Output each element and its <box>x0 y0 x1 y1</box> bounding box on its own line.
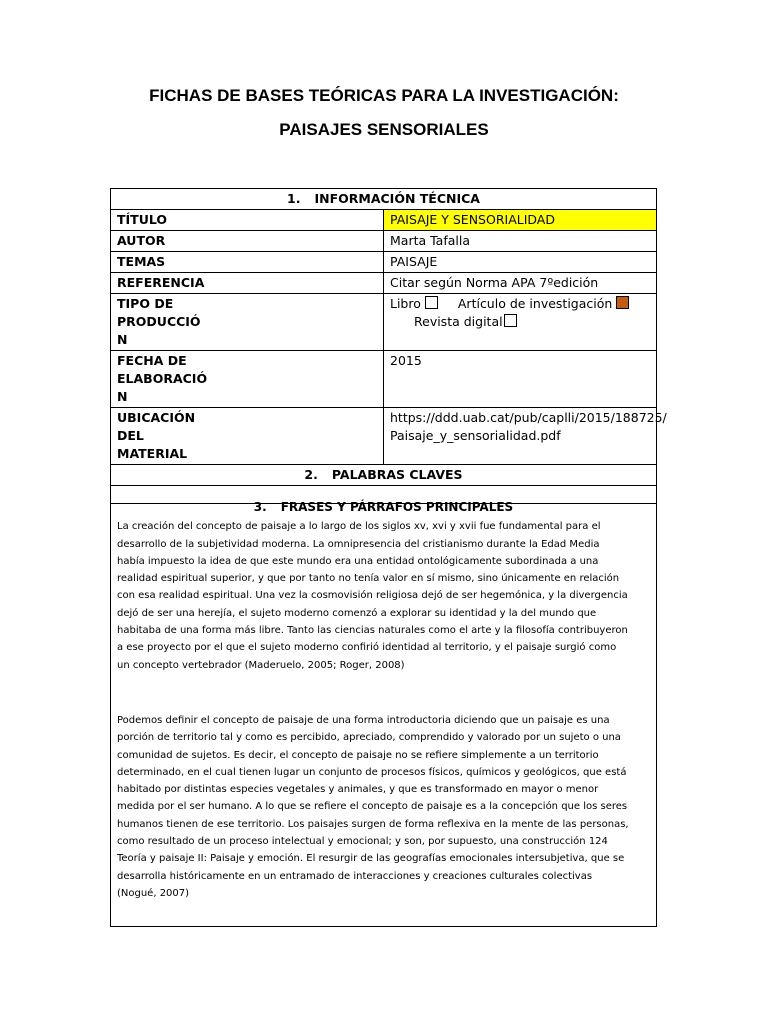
titulo-value: PAISAJE Y SENSORIALIDAD <box>384 210 657 231</box>
option-articulo-checkbox[interactable] <box>616 296 629 309</box>
fecha-value: 2015 <box>384 351 657 408</box>
section3-header <box>117 499 650 516</box>
document-subtitle: PAISAJES SENSORIALES <box>279 120 489 139</box>
referencia-value: Citar según Norma APA 7ºedición <box>384 273 657 294</box>
option-articulo-label: Artículo de investigación <box>457 296 613 311</box>
tipo-produccion-options <box>384 294 657 351</box>
section2-number: 2. <box>304 467 318 482</box>
paragraph-1: La creación del concepto de paisaje a lo largo de los siglos xv, xvi y xvii fue fundamental para el desarrollo de la subjetividad moderna. La omnipresencia del cristianismo durante la Edad Media había impuesto la idea de que este mundo era una entidad ontológicamente subordinada a una realidad espiritual superior, y que por tanto no tenía valor en sí mismo, sino únicamente en relación con esa realidad espiritual. Una vez la cosmovisión religiosa dejó de ser hegemónica, y la divergencia dejó de ser una herejía, el sujeto moderno comenzó a explorar su identidad y la del mundo que habitaba de una forma más libre. Tanto las ciencias naturales como el arte y la filosofía contribuyeron a ese proyecto por el que el sujeto moderno confirió identidad al territorio, y el paisaje surgió como un concepto vertebrador (Maderuelo, 2005; Roger, 2008) <box>117 521 628 671</box>
section3 <box>117 499 650 902</box>
section3-number: 3. <box>253 500 267 514</box>
section2-header <box>111 465 656 486</box>
paragraph-2: Podemos definir el concepto de paisaje de una forma introductoria diciendo que un paisaje es una porción de territorio tal y como es percibido, apreciado, comprendido y valorado por un sujeto o una comunidad de sujetos. Es decir, el concepto de paisaje no se refiere simplemente a un territorio determinado, en el cual tienen lugar un conjunto de procesos físicos, químicos y geológicos, que está habitado por distintas especies vegetales y animales, y que es transformado en mayor o menor medida por el ser humano. A lo que se refiere el concepto de paisaje es a la concepción que los seres humanos tienen de ese territorio. Los paisajes surgen de forma reflexiva en la mente de las personas, como resultado de un proceso intelectual y emocional; y son, por supuesto, una construcción 124 Teoría y paisaje II: Paisaje y emoción. El resurgir de las geografías emocionales intersubjetiva, que se desarrolla históricamente en un entramado de interacciones y creaciones culturales colectivas (Nogué, 2007) <box>117 714 629 899</box>
section1-title: INFORMACIÓN TÉCNICA <box>314 191 480 206</box>
url-line: https://ddd.uab.cat/pub/caplli/2015/188725/ <box>390 410 667 425</box>
fecha-label: FECHA DE ELABORACIÓ N <box>111 351 384 408</box>
filename-line: Paisaje_y_sensorialidad.pdf <box>390 428 561 443</box>
option-revista-checkbox[interactable] <box>504 314 517 327</box>
ubicacion-label: UBICACIÓN DEL MATERIAL <box>111 408 384 465</box>
autor-label: AUTOR <box>111 231 384 252</box>
autor-value: Marta Tafalla <box>384 231 657 252</box>
section1-number: 1. <box>287 191 301 206</box>
section1-header <box>111 189 656 210</box>
section2-title: PALABRAS CLAVES <box>331 467 463 482</box>
tipo-produccion-label: TIPO DE PRODUCCIÓ N <box>111 294 384 351</box>
temas-label: TEMAS <box>111 252 384 273</box>
section3-title: FRASES Y PÁRRAFOS PRINCIPALES <box>280 500 514 514</box>
record-card <box>110 188 667 927</box>
titulo-label: TÍTULO <box>111 210 384 231</box>
option-libro-checkbox[interactable] <box>425 296 438 309</box>
temas-value: PAISAJE <box>384 252 657 273</box>
option-libro-label: Libro <box>390 296 421 311</box>
ubicacion-value[interactable] <box>384 408 667 465</box>
referencia-label: REFERENCIA <box>111 273 384 294</box>
option-revista-label: Revista digital <box>414 314 503 329</box>
document-title: FICHAS DE BASES TEÓRICAS PARA LA INVESTIGACIÓN: <box>149 86 619 105</box>
technical-info-table <box>111 189 667 504</box>
